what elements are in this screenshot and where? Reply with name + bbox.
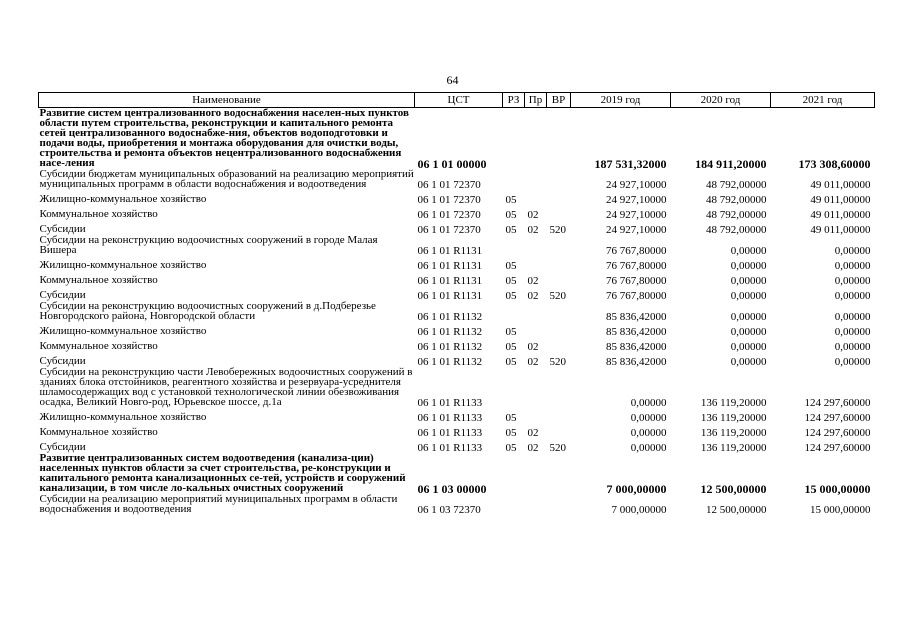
table-row: [39, 408, 875, 423]
row-vr: [547, 271, 571, 286]
row-vr: [547, 256, 571, 271]
row-pr: 02: [527, 427, 539, 439]
table-row: [39, 367, 875, 408]
row-value-2019: 85 836,42000: [606, 341, 667, 353]
row-value-2020: 136 119,20000: [700, 412, 767, 424]
row-value-2021: 49 011,00000: [810, 209, 871, 221]
row-cst: 06 1 01 R1133: [417, 412, 483, 424]
column-header-rz: РЗ: [503, 93, 525, 108]
row-value-2021: 0,00000: [834, 356, 871, 368]
table-row: [39, 453, 875, 494]
row-value-2020: 12 500,00000: [706, 504, 767, 516]
row-rz: [503, 453, 525, 494]
row-name: Жилищно-коммунальное хозяйство: [39, 411, 207, 423]
row-name: Субсидии: [39, 355, 86, 367]
row-rz: [503, 169, 525, 190]
row-value-2021: 0,00000: [834, 290, 871, 302]
row-pr: 02: [527, 341, 539, 353]
row-cst: 06 1 01 72370: [417, 179, 481, 191]
row-cst: 06 1 01 72370: [417, 194, 481, 206]
row-name: Субсидии на реконструкцию части Левобережных водоочистных сооружений в зданиях блока отстойников, реагентного хозяйства и резервуара-усреднителя шламосодержащих вод с установкой технологической линии обезвоживания осадка, Великий Новго-род, Юрьевское шоссе, д.1а: [39, 366, 413, 408]
row-value-2020: 48 792,00000: [706, 209, 767, 221]
row-cst: 06 1 01 R1131: [417, 245, 483, 257]
row-rz: [503, 367, 525, 408]
row-rz: [503, 235, 525, 256]
row-name: Субсидии бюджетам муниципальных образований на реализацию мероприятий муниципальных программ в области водоснабжения и водоотведения: [39, 168, 414, 190]
row-rz: 05: [505, 356, 517, 368]
row-name: Субсидии: [39, 289, 86, 301]
row-name: Коммунальное хозяйство: [39, 208, 158, 220]
row-value-2019: 24 927,10000: [606, 179, 667, 191]
row-pr: [525, 256, 547, 271]
row-cst: 06 1 03 72370: [417, 504, 481, 516]
row-vr: [547, 301, 571, 322]
row-pr: [525, 322, 547, 337]
row-rz: [503, 301, 525, 322]
row-value-2021: 124 297,60000: [804, 412, 871, 424]
row-value-2021: 0,00000: [834, 311, 871, 323]
row-value-2021: 0,00000: [834, 245, 871, 257]
table-row: [39, 235, 875, 256]
row-value-2021: 15 000,00000: [804, 482, 871, 496]
table-row: [39, 301, 875, 322]
table-row: [39, 438, 875, 453]
row-cst: 06 1 01 R1133: [417, 427, 483, 439]
row-value-2019: 76 767,80000: [606, 260, 667, 272]
row-value-2021: 0,00000: [834, 326, 871, 338]
row-rz: [503, 494, 525, 515]
column-header-2020: 2020 год: [671, 93, 771, 108]
row-vr: [547, 235, 571, 256]
row-value-2020: 184 911,20000: [695, 157, 767, 171]
row-value-2020: 0,00000: [730, 275, 767, 287]
row-vr: [547, 108, 571, 170]
budget-table: [38, 92, 875, 515]
table-row: [39, 271, 875, 286]
row-name: Коммунальное хозяйство: [39, 340, 158, 352]
row-value-2020: 136 119,20000: [700, 442, 767, 454]
table-row: [39, 256, 875, 271]
row-name: Жилищно-коммунальное хозяйство: [39, 259, 207, 271]
table-body: [39, 108, 875, 516]
row-pr: [525, 408, 547, 423]
row-value-2020: 0,00000: [730, 260, 767, 272]
row-pr: 02: [527, 275, 539, 287]
table-row: [39, 337, 875, 352]
row-vr: [547, 367, 571, 408]
row-vr: [547, 337, 571, 352]
column-header-2021: 2021 год: [771, 93, 875, 108]
table-row: [39, 220, 875, 235]
row-pr: 02: [527, 209, 539, 221]
row-name: Коммунальное хозяйство: [39, 426, 158, 438]
column-header-cst: ЦСТ: [415, 93, 503, 108]
row-cst: 06 1 01 R1132: [417, 311, 483, 323]
column-header-vr: ВР: [547, 93, 571, 108]
column-header-2019: 2019 год: [571, 93, 671, 108]
row-pr: [525, 301, 547, 322]
row-value-2019: 85 836,42000: [606, 326, 667, 338]
row-pr: [525, 367, 547, 408]
row-vr: [547, 408, 571, 423]
table-row: [39, 494, 875, 515]
row-vr: [547, 190, 571, 205]
row-value-2019: 7 000,00000: [606, 482, 667, 496]
row-rz: 05: [505, 290, 517, 302]
row-name: Субсидии на реконструкцию водоочистных сооружений в городе Малая Вишера: [39, 234, 378, 256]
table-row: [39, 423, 875, 438]
row-value-2020: 0,00000: [730, 245, 767, 257]
row-rz: 05: [505, 260, 517, 272]
row-value-2019: 85 836,42000: [606, 311, 667, 323]
row-value-2019: 0,00000: [630, 427, 667, 439]
row-cst: 06 1 01 R1132: [417, 341, 483, 353]
row-value-2020: 0,00000: [730, 326, 767, 338]
row-rz: 05: [505, 209, 517, 221]
row-value-2019: 0,00000: [630, 397, 667, 409]
table-header-row: [39, 93, 875, 108]
row-cst: 06 1 01 72370: [417, 224, 481, 236]
row-value-2021: 0,00000: [834, 341, 871, 353]
row-cst: 06 1 01 R1131: [417, 260, 483, 272]
row-vr: [547, 169, 571, 190]
row-vr: [547, 205, 571, 220]
row-value-2021: 173 308,60000: [798, 157, 871, 171]
row-value-2021: 124 297,60000: [804, 442, 871, 454]
row-pr: 02: [527, 290, 539, 302]
row-cst: 06 1 01 R1132: [417, 356, 483, 368]
row-name: Жилищно-коммунальное хозяйство: [39, 193, 207, 205]
table-row: [39, 190, 875, 205]
row-value-2019: 85 836,42000: [606, 356, 667, 368]
row-value-2019: 24 927,10000: [606, 224, 667, 236]
row-value-2019: 7 000,00000: [611, 504, 667, 516]
row-pr: 02: [527, 356, 539, 368]
row-cst: 06 1 01 R1133: [417, 442, 483, 454]
row-cst: 06 1 01 R1132: [417, 326, 483, 338]
table-row: [39, 286, 875, 301]
row-rz: [503, 108, 525, 170]
row-rz: 05: [505, 194, 517, 206]
row-value-2020: 0,00000: [730, 341, 767, 353]
row-value-2019: 24 927,10000: [606, 209, 667, 221]
row-name: Жилищно-коммунальное хозяйство: [39, 325, 207, 337]
row-vr: 520: [549, 356, 566, 368]
row-value-2021: 0,00000: [834, 260, 871, 272]
column-header-pr: Пр: [525, 93, 547, 108]
table-row: [39, 169, 875, 190]
row-vr: [547, 423, 571, 438]
row-name: Субсидии на реализацию мероприятий муниципальных программ в области водоснабжения и водоотведения: [39, 493, 398, 515]
row-rz: 05: [505, 224, 517, 236]
row-value-2019: 0,00000: [630, 442, 667, 454]
row-vr: [547, 494, 571, 515]
row-value-2021: 0,00000: [834, 275, 871, 287]
row-value-2021: 124 297,60000: [804, 427, 871, 439]
row-value-2020: 48 792,00000: [706, 179, 767, 191]
row-value-2020: 0,00000: [730, 356, 767, 368]
row-name: Субсидии: [39, 223, 86, 235]
row-value-2020: 48 792,00000: [706, 224, 767, 236]
row-value-2021: 49 011,00000: [810, 179, 871, 191]
row-rz: 05: [505, 412, 517, 424]
row-value-2020: 0,00000: [730, 290, 767, 302]
row-value-2019: 76 767,80000: [606, 290, 667, 302]
row-value-2020: 136 119,20000: [700, 427, 767, 439]
row-cst: 06 1 01 R1131: [417, 275, 483, 287]
row-value-2020: 12 500,00000: [700, 482, 767, 496]
row-value-2021: 15 000,00000: [810, 504, 871, 516]
row-vr: 520: [549, 290, 566, 302]
row-pr: [525, 494, 547, 515]
row-pr: [525, 190, 547, 205]
row-cst: 06 1 01 00000: [417, 157, 487, 171]
row-value-2020: 0,00000: [730, 311, 767, 323]
row-rz: 05: [505, 275, 517, 287]
row-value-2021: 124 297,60000: [804, 397, 871, 409]
row-pr: [525, 169, 547, 190]
row-cst: 06 1 01 R1133: [417, 397, 483, 409]
row-rz: 05: [505, 326, 517, 338]
row-name: Субсидии: [39, 441, 86, 453]
row-vr: 520: [549, 442, 566, 454]
row-pr: [525, 108, 547, 170]
table-row: [39, 108, 875, 170]
row-vr: [547, 322, 571, 337]
row-value-2019: 0,00000: [630, 412, 667, 424]
page-number: 64: [446, 73, 459, 87]
row-cst: 06 1 01 R1131: [417, 290, 483, 302]
row-value-2019: 24 927,10000: [606, 194, 667, 206]
row-value-2021: 49 011,00000: [810, 194, 871, 206]
row-name: Развитие систем централизованного водоснабжения населен-ных пунктов области путем строительства, реконструкции и капитального ремонта сетей централизованного водоснабже-ния, объектов водоподготовки и подачи воды, приобретения и монтажа оборудования для очистки воды, строительства и ремонта объектов нецентрализованного водоснабжения насе-ления: [39, 107, 409, 169]
row-rz: 05: [505, 341, 517, 353]
table-row: [39, 205, 875, 220]
table-row: [39, 352, 875, 367]
row-rz: 05: [505, 442, 517, 454]
column-header-name: Наименование: [39, 93, 415, 108]
row-vr: 520: [549, 224, 566, 236]
row-cst: 06 1 01 72370: [417, 209, 481, 221]
row-name: Субсидии на реконструкцию водоочистных сооружений в д.Подберезье Новгородского района, Новгородской области: [39, 300, 376, 322]
row-value-2021: 49 011,00000: [810, 224, 871, 236]
row-pr: 02: [527, 224, 539, 236]
row-value-2019: 76 767,80000: [606, 275, 667, 287]
table-row: [39, 322, 875, 337]
row-rz: 05: [505, 427, 517, 439]
row-pr: 02: [527, 442, 539, 454]
row-value-2019: 187 531,32000: [594, 157, 667, 171]
row-value-2019: 76 767,80000: [606, 245, 667, 257]
row-name: Развитие централизованных систем водоотведения (канализа-ции) населенных пунктов области за счет строительства, ре-конструкции и капитального ремонта канализационных се-тей, устройств и сооружений канализации, в том числе ло-кальных очистных сооружений: [39, 452, 406, 494]
row-name: Коммунальное хозяйство: [39, 274, 158, 286]
row-value-2020: 136 119,20000: [700, 397, 767, 409]
row-cst: 06 1 03 00000: [417, 482, 487, 496]
row-pr: [525, 235, 547, 256]
row-vr: [547, 453, 571, 494]
row-pr: [525, 453, 547, 494]
row-value-2020: 48 792,00000: [706, 194, 767, 206]
